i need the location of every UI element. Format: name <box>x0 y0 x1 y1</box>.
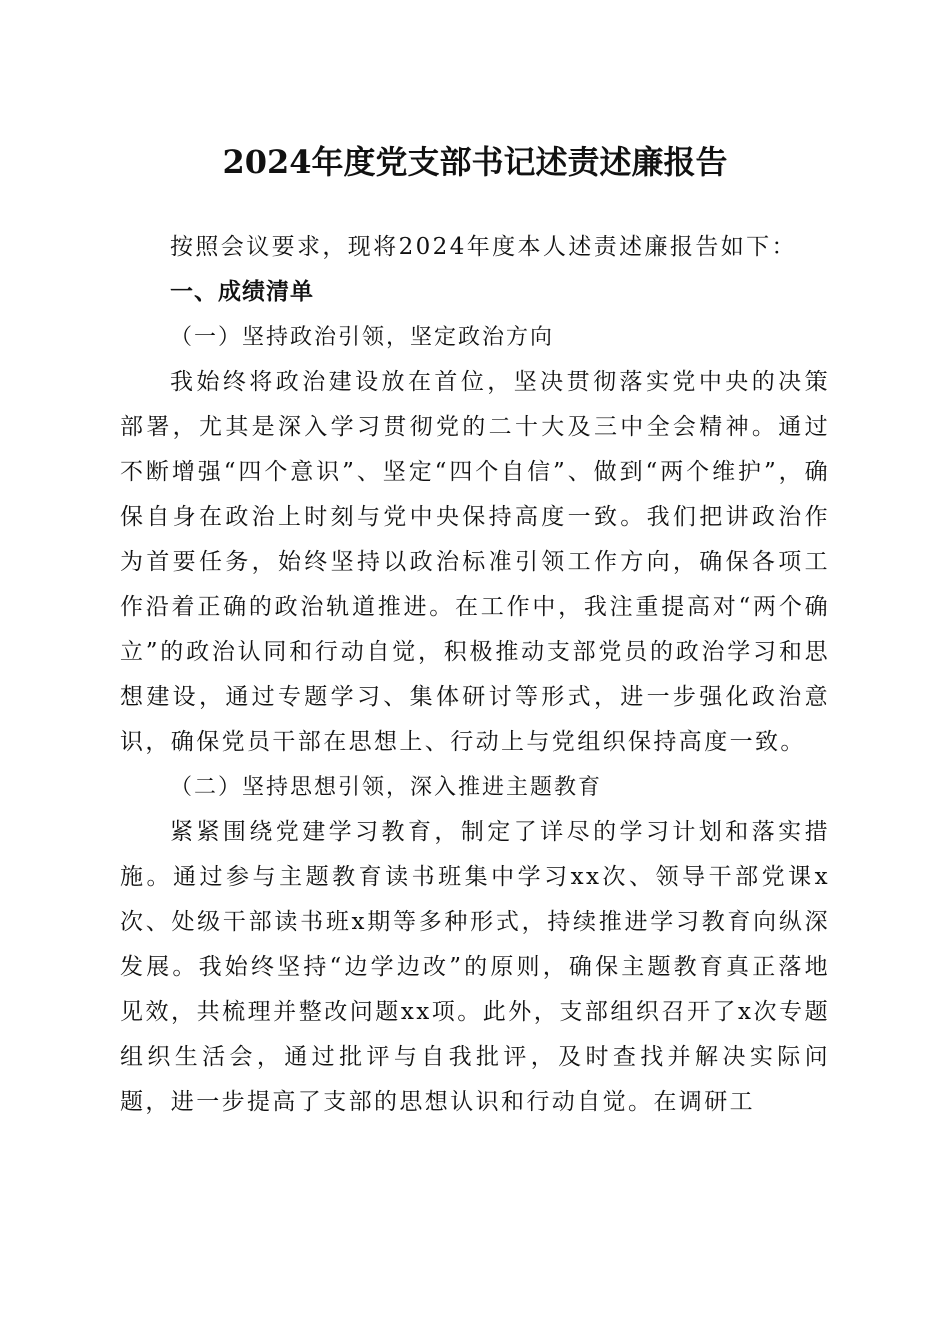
document-body <box>120 225 830 1125</box>
paragraph-ideological: 紧紧围绕党建学习教育，制定了详尽的学习计划和落实措施。通过参与主题教育读书班集中学习xx次、领导干部党课x次、处级干部读书班x期等多种形式，持续推进学习教育向纵深发展。我始终坚持“边学边改”的原则，确保主题教育真正落地见效，共梳理并整改问题xx项。此外，支部组织召开了x次专题组织生活会，通过批评与自我批评，及时查找并解决实际问题，进一步提高了支部的思想认识和行动自觉。在调研工 <box>120 819 830 1115</box>
paragraph-political: 我始终将政治建设放在首位，坚决贯彻落实党中央的决策部署，尤其是深入学习贯彻党的二十大及三中全会精神。通过不断增强“四个意识”、坚定“四个自信”、做到“两个维护”，确保自身在政治上时刻与党中央保持高度一致。我们把讲政治作为首要任务，始终坚持以政治标准引领工作方向，确保各项工作沿着正确的政治轨道推进。在工作中，我注重提高对“两个确立”的政治认同和行动自觉，积极推动支部党员的政治学习和思想建设，通过专题学习、集体研讨等形式，进一步强化政治意识，确保党员干部在思想上、行动上与党组织保持高度一致。 <box>120 369 830 755</box>
document-title: 2024年度党支部书记述责述廉报告 <box>222 143 728 181</box>
intro-paragraph: 按照会议要求，现将2024年度本人述责述廉报告如下： <box>170 234 797 260</box>
section-heading-achievements: 一、成绩清单 <box>170 279 314 305</box>
subsection-heading-ideological: （二）坚持思想引领，深入推进主题教育 <box>170 775 603 800</box>
subsection-heading-political: （一）坚持政治引领，坚定政治方向 <box>170 325 555 350</box>
